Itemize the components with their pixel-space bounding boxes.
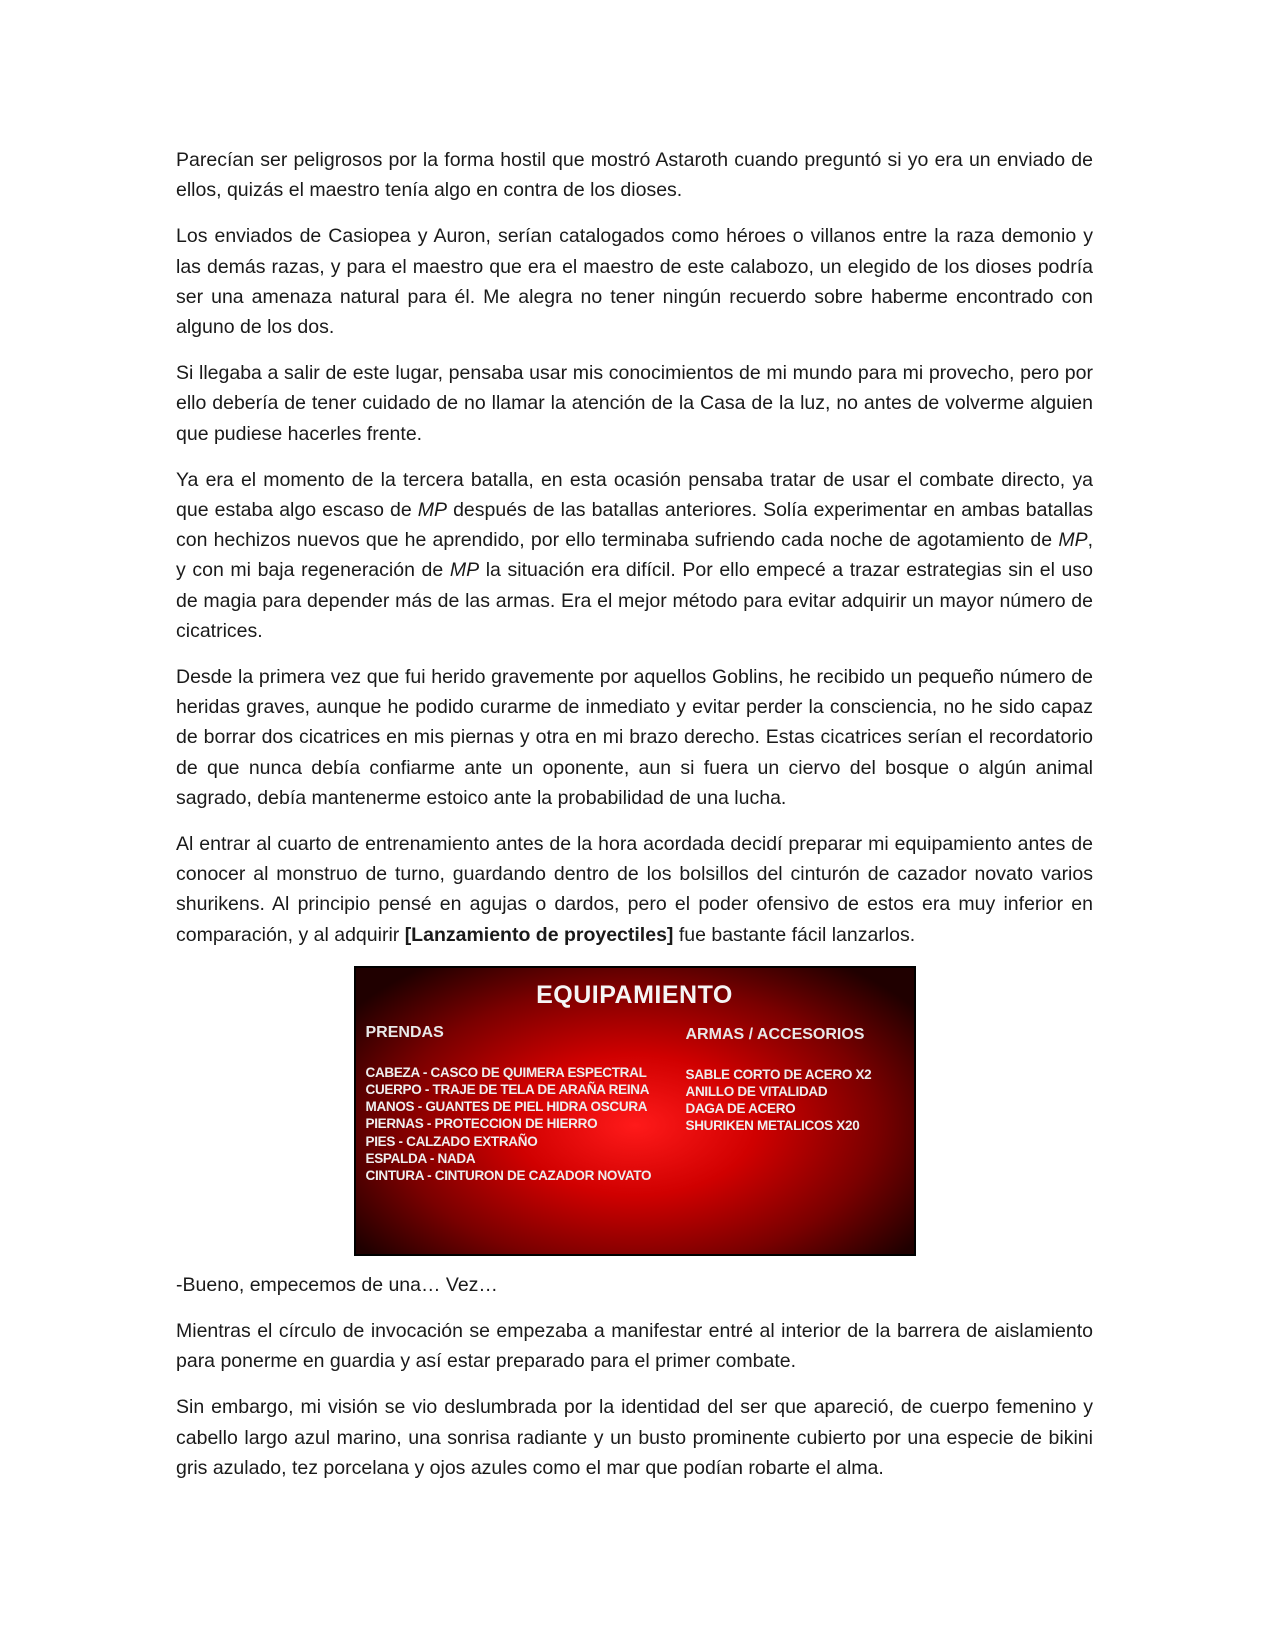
prendas-header: PRENDAS	[365, 1023, 444, 1041]
paragraph-scars: Desde la primera vez que fui herido gravemente por aquellos Goblins, he recibido un pequeño número de heridas graves, aunque he podido curarme de inmediato y evitar perder la consciencia, no he sido capaz de borrar dos cicatrices en mis piernas y otra en mi brazo derecho. Estas cicatrices serían el recordatorio de que nunca debía confiarme ante un oponente, aun si fuera un ciervo del bosque o algún animal sagrado, debía mantenerme estoico ante la probabilidad de una lucha.	[176, 666, 1093, 809]
list-item: SABLE CORTO DE ACERO X2	[685, 1066, 872, 1082]
list-item: SHURIKEN METALICOS X20	[685, 1118, 860, 1134]
text-segment: Al entrar al cuarto de entrenamiento antes de la hora acordada decidí preparar mi equipamiento antes de conocer al monstruo de turno, guardando dentro de los bolsillos del cinturón de cazador novato varios shurikens. Al principio pensé en agujas o dardos, pero el poder ofensivo de estos era muy inferior en comparación, y al adquirir	[176, 833, 1093, 946]
list-item: MANOS - GUANTES DE PIEL HIDRA OSCURA	[365, 1099, 648, 1115]
text-segment: después de las batallas anteriores. Solía experimentar en ambas batallas con hechizos nuevos que he aprendido, por ello terminaba sufriendo cada noche de agotamiento de	[176, 499, 1093, 552]
list-item: PIES - CALZADO EXTRAÑO	[365, 1133, 538, 1149]
equipment-panel	[354, 966, 916, 1256]
paragraph-apparition: Sin embargo, mi visión se vio deslumbrada por la identidad del ser que apareció, de cuerpo femenino y cabello largo azul marino, una sonrisa radiante y un busto prominente cubierto por una especie de bikini gris azulado, tez porcelana y ojos azules como el mar que podían robarte el alma.	[176, 1396, 1093, 1479]
paragraph-third-battle	[176, 465, 1093, 646]
paragraph-envoys: Los enviados de Casiopea y Auron, serían catalogados como héroes o villanos entre la raza demonio y las demás razas, y para el maestro que era el maestro de este calabozo, un elegido de los dioses podría ser una amenaza natural para él. Me alegra no tener ningún recuerdo sobre haberme encontrado con alguno de los dos.	[176, 225, 1093, 339]
text-segment: fue bastante fácil lanzarlos.	[673, 923, 916, 946]
armas-header: ARMAS / ACCESORIOS	[685, 1025, 865, 1043]
equipment-title: EQUIPAMIENTO	[536, 980, 733, 1009]
paragraph-training-room	[176, 829, 1093, 950]
skill-name: [Lanzamiento de proyectiles]	[404, 923, 674, 946]
mp-term: MP	[1058, 529, 1088, 552]
list-item: PIERNAS - PROTECCION DE HIERRO	[365, 1116, 598, 1132]
equipment-figure	[176, 966, 1093, 1256]
paragraph-astaroth: Parecían ser peligrosos por la forma hostil que mostró Astaroth cuando preguntó si yo era un enviado de ellos, quizás el maestro tenía algo en contra de los dioses.	[176, 149, 1093, 202]
list-item: CABEZA - CASCO DE QUIMERA ESPECTRAL	[365, 1064, 647, 1080]
mp-term: MP	[449, 559, 480, 582]
list-item: CINTURA - CINTURON DE CAZADOR NOVATO	[365, 1168, 652, 1184]
document-page	[176, 145, 1093, 1499]
mp-term: MP	[417, 499, 447, 522]
prendas-list	[366, 1064, 652, 1184]
list-item: ANILLO DE VITALIDAD	[685, 1084, 828, 1100]
text-segment: , y con mi baja regeneración de	[176, 529, 1093, 582]
paragraph-house-of-light: Si llegaba a salir de este lugar, pensaba usar mis conocimientos de mi mundo para mi provecho, pero por ello debería de tener cuidado de no llamar la atención de la Casa de la luz, no antes de volverme alguien que pudiese hacerles frente.	[176, 362, 1093, 445]
text-segment: la situación era difícil. Por ello empecé a trazar estrategias sin el uso de magia para depender más de las armas. Era el mejor método para evitar adquirir un mayor número de cicatrices.	[176, 559, 1093, 642]
paragraph-summoning-circle: Mientras el círculo de invocación se empezaba a manifestar entré al interior de la barrera de aislamiento para ponerme en guardia y así estar preparado para el primer combate.	[176, 1320, 1093, 1373]
armas-list	[686, 1066, 872, 1135]
list-item: ESPALDA - NADA	[365, 1150, 476, 1166]
dialogue-line: -Bueno, empecemos de una… Vez…	[176, 1273, 498, 1296]
text-segment: Ya era el momento de la tercera batalla, en esta ocasión pensaba tratar de usar el combate directo, ya que estaba algo escaso de	[176, 468, 1093, 522]
list-item: CUERPO - TRAJE DE TELA DE ARAÑA REINA	[365, 1082, 650, 1098]
list-item: DAGA DE ACERO	[685, 1101, 796, 1117]
